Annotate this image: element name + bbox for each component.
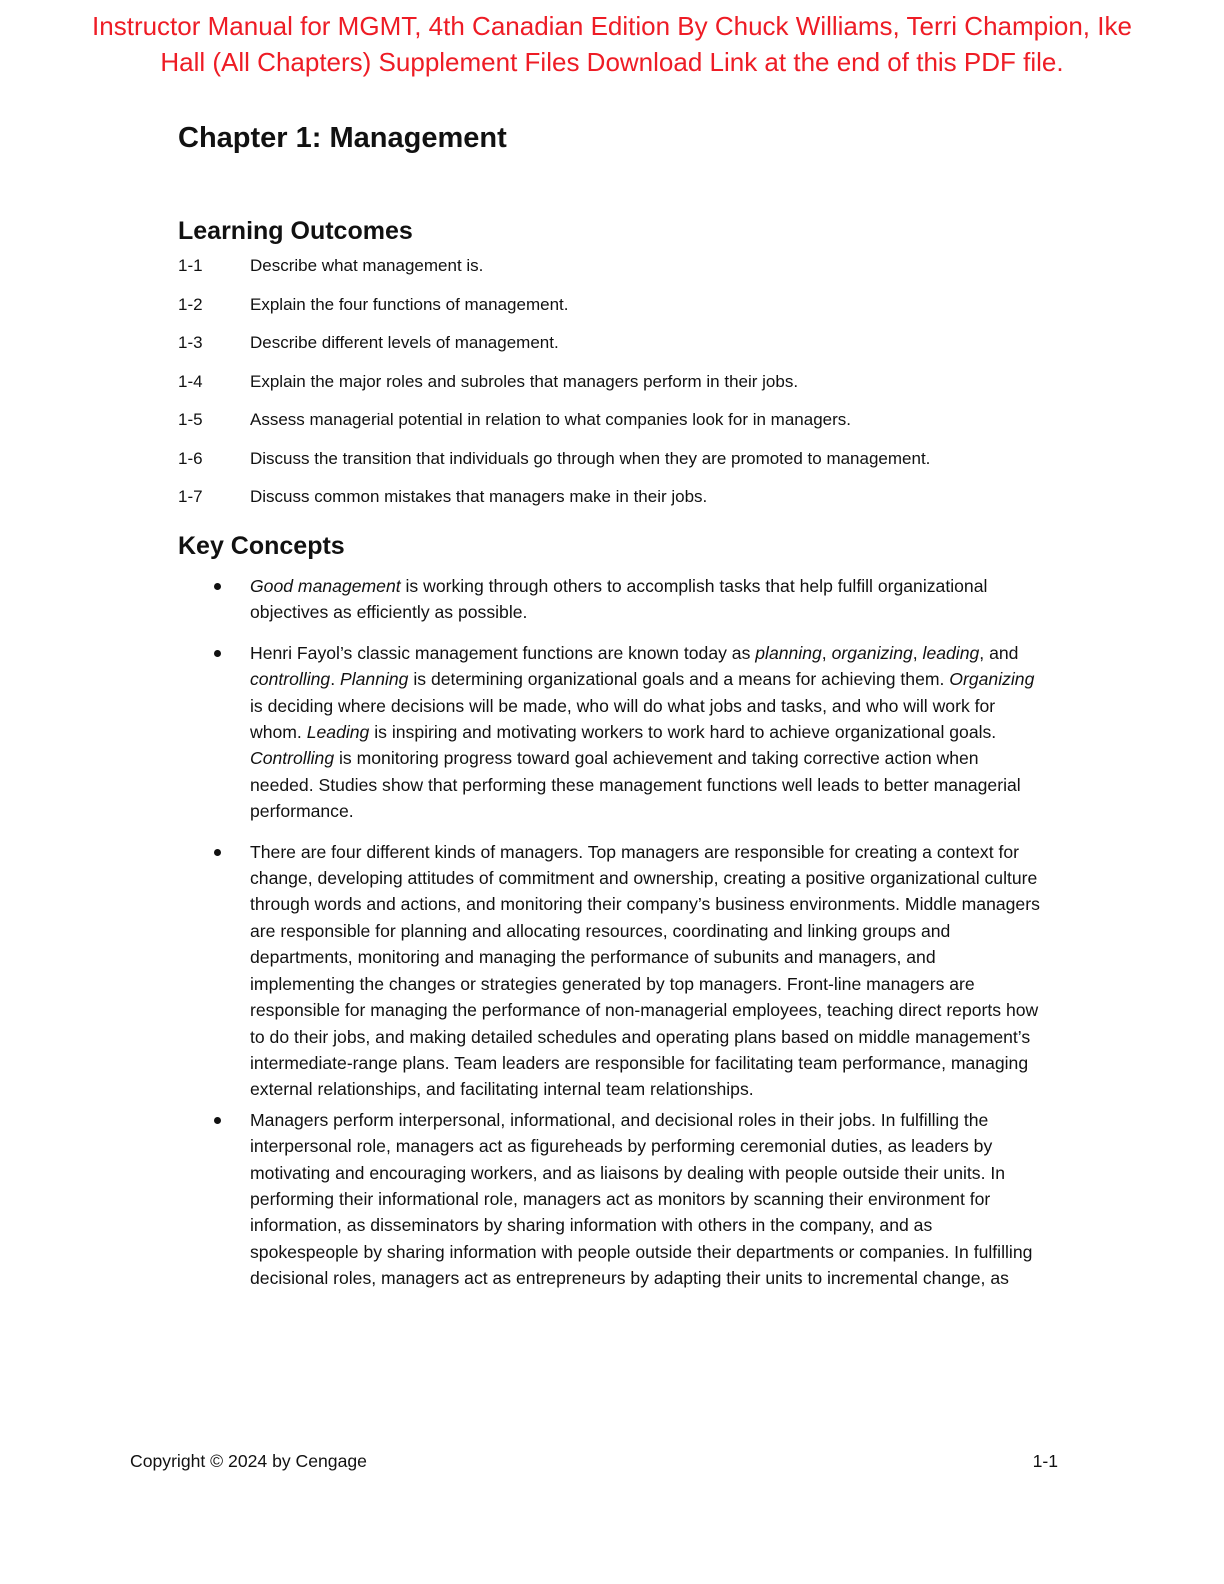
italic-term: Controlling	[250, 748, 335, 769]
page-content	[178, 118, 1058, 1306]
key-concept-item	[178, 573, 1040, 626]
key-concept-text	[250, 1110, 1032, 1288]
learning-outcome-item	[178, 331, 1058, 355]
key-concept-item	[178, 640, 1040, 825]
key-concept-text	[250, 576, 987, 622]
page-number: 1-1	[1032, 1451, 1058, 1471]
text-run: is monitoring progress toward goal achievement and taking corrective action when needed. Studies show that performing these management functions well leads to better managerial performance.	[250, 748, 1021, 822]
learning-outcome-item	[178, 293, 1058, 317]
outcome-text: Describe what management is.	[250, 256, 484, 275]
chapter-title: Chapter 1: Management	[178, 122, 507, 154]
outcome-text: Discuss the transition that individuals go through when they are promoted to management.	[250, 448, 931, 468]
text-run: ,	[821, 642, 832, 663]
outcome-number: 1-4	[178, 371, 203, 391]
outcome-number: 1-3	[178, 333, 203, 352]
outcome-text: Assess managerial potential in relation to what companies look for in managers.	[250, 410, 851, 429]
outcome-number: 1-6	[178, 448, 203, 468]
outcome-number: 1-2	[178, 294, 203, 314]
key-concept-text	[250, 643, 1034, 821]
outcome-text: Discuss common mistakes that managers make in their jobs.	[250, 487, 708, 506]
learning-outcomes-list	[178, 254, 1058, 509]
bullet-icon	[214, 1117, 221, 1124]
italic-term: Planning	[339, 669, 409, 690]
banner-line-1: Instructor Manual for MGMT, 4th Canadian Edition By Chuck Williams, Terri Champion, Ike	[92, 11, 1132, 41]
key-concept-item	[178, 1107, 1040, 1292]
bullet-icon	[214, 583, 221, 590]
text-run: is determining organizational goals and a means for achieving them.	[408, 669, 950, 690]
copyright-notice: Copyright © 2024 by Cengage	[130, 1451, 367, 1471]
outcome-text: Describe different levels of management.	[250, 333, 559, 352]
learning-outcome-item	[178, 370, 1058, 394]
key-concept-text	[250, 842, 1040, 1100]
banner-line-2: Hall (All Chapters) Supplement Files Download Link at the end of this PDF file.	[160, 47, 1064, 77]
text-run: is inspiring and motivating workers to work hard to achieve organizational goals.	[369, 722, 997, 743]
text-run: is working through others to accomplish tasks that help fulfill organizational objectives as efficiently as possible.	[250, 576, 988, 623]
text-run: There are four different kinds of managers. Top managers are responsible for creating a context for change, developing attitudes of commitment and ownership, creating a positive organizational culture through words and actions, and monitoring their company’s business environments. Middle managers are responsible for planning and allocating resources, coordinating and linking groups and departments, monitoring and managing the performance of subunits and managers, and implementing the changes or strategies generated by top managers. Front-line managers are responsible for managing the performance of non-managerial employees, teaching direct reports how to do their jobs, and making detailed schedules and operating plans based on middle management’s intermediate-range plans. Team leaders are responsible for facilitating team performance, managing external relationships, and facilitating internal team relationships.	[250, 841, 1040, 1100]
outcome-text: Explain the four functions of management.	[250, 294, 569, 314]
text-run: ,	[912, 642, 923, 663]
text-run: Henri Fayol’s classic management functions are known today as	[250, 642, 756, 663]
text-run: is deciding where decisions will be made, who will do what jobs and tasks, and who will work for whom.	[250, 695, 996, 743]
key-concepts-heading: Key Concepts	[178, 532, 345, 560]
outcome-number: 1-5	[178, 410, 203, 429]
outcome-number: 1-7	[178, 487, 203, 506]
key-concepts-list	[178, 573, 1058, 1292]
learning-outcome-item	[178, 254, 1058, 278]
learning-outcomes-heading: Learning Outcomes	[178, 217, 413, 245]
outcome-text: Explain the major roles and subroles that managers perform in their jobs.	[250, 371, 799, 391]
text-run: , and	[979, 642, 1019, 663]
bullet-icon	[214, 650, 221, 657]
learning-outcome-item	[178, 447, 1058, 471]
italic-term: planning	[755, 642, 822, 663]
page-footer	[130, 1448, 1058, 1474]
text-run: .	[330, 669, 340, 690]
learning-outcome-item	[178, 485, 1058, 509]
key-concept-item	[178, 839, 1040, 1103]
text-run: Managers perform interpersonal, informational, and decisional roles in their jobs. In fulfilling the interpersonal role, managers act as figureheads by performing ceremonial duties, as leaders by motivating and encouraging workers, and as liaisons by dealing with people outside their units. In performing their informational role, managers act as monitors by scanning their environment for information, as disseminators by sharing information with others in the company, and as spokespeople by sharing information with people outside their departments or companies. In fulfilling decisional roles, managers act as entrepreneurs by adapting their units to incremental change, as	[250, 1109, 1033, 1289]
italic-term: Good management	[250, 576, 401, 596]
learning-outcome-item	[178, 408, 1058, 432]
italic-term: Organizing	[949, 669, 1035, 690]
outcome-number: 1-1	[178, 256, 203, 275]
italic-term: controlling	[250, 669, 331, 690]
italic-term: leading	[922, 642, 980, 663]
bullet-icon	[214, 849, 221, 856]
italic-term: Leading	[306, 722, 370, 743]
download-banner	[30, 8, 1194, 80]
italic-term: organizing	[831, 642, 913, 663]
